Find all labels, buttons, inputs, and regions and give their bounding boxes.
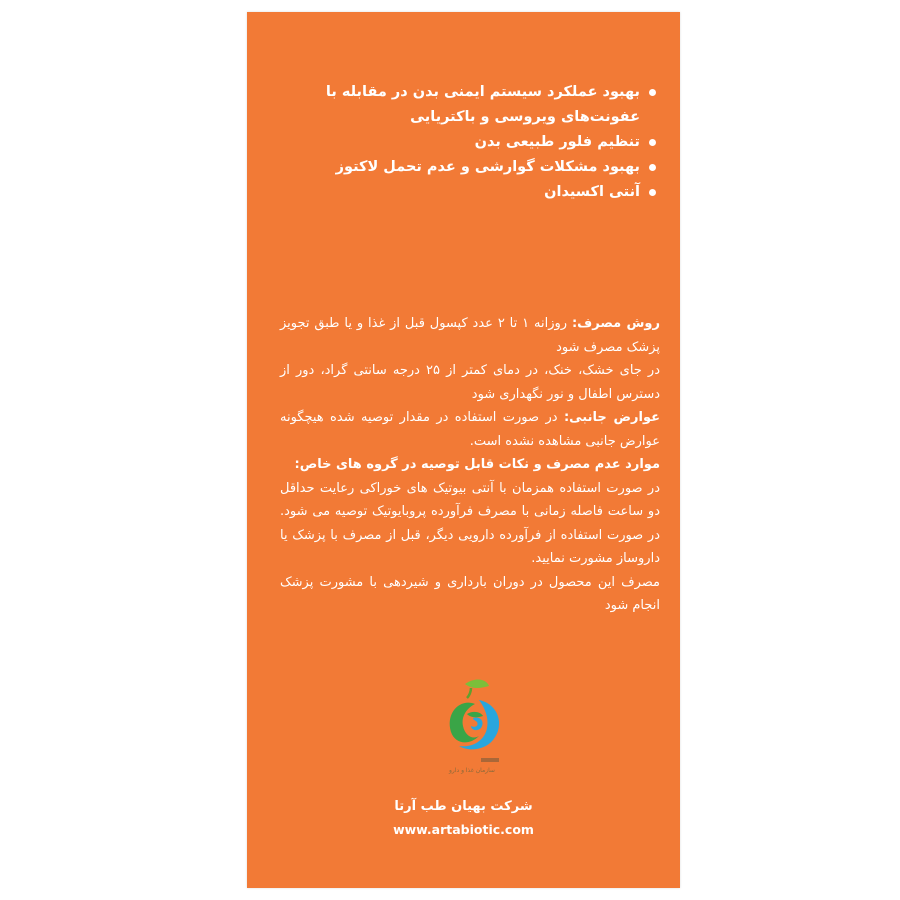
contraindications-paragraph: در صورت استفاده همزمان با آنتی بیوتیک های خوراکی رعایت حداقل دو ساعت فاصله زمانی با مصرف فرآورده پروبایوتیک توصیه می شود. در صورت استفاده از فرآورده دارویی دیگر، قبل از مصرف با پزشک یا داروساز مشورت نمایید. xyxy=(280,480,660,566)
fda-logo-icon xyxy=(427,674,517,784)
pregnancy-paragraph: مصرف این محصول در دوران بارداری و شیردهی با مشورت پزشک انجام شود xyxy=(280,574,660,613)
website-url: www.artabiotic.com xyxy=(393,822,534,837)
benefit-item: آنتی اکسیدان xyxy=(277,180,660,205)
dosage-paragraph xyxy=(280,312,660,359)
benefit-item: بهبود مشکلات گوارشی و عدم تحمل لاکتوز xyxy=(277,155,660,180)
usage-instructions xyxy=(280,312,660,618)
storage-paragraph: در جای خشک، خنک، در دمای کمتر از ۲۵ درجه سانتی گراد، دور از دسترس اطفال و نور نگهداری شود xyxy=(280,363,660,402)
benefit-item: تنظیم فلور طبیعی بدن xyxy=(277,130,660,155)
dosage-text: روزانه ۱ تا ۲ عدد کپسول قبل از غذا و یا طبق تجویز پزشک مصرف شود xyxy=(280,316,660,355)
side-effects-text: در صورت استفاده در مقدار توصیه شده هیچگونه عوارض جانبی مشاهده نشده است. xyxy=(280,410,660,449)
side-effects-label: عوارض جانبی: xyxy=(563,410,660,425)
benefits-list xyxy=(277,80,660,205)
benefit-item: بهبود عملکرد سیستم ایمنی بدن در مقابله با عفونت‌های ویروسی و باکتریایی xyxy=(277,80,660,130)
contraindications-label: موارد عدم مصرف و نکات قابل توصیه در گروه های خاص: xyxy=(294,457,660,472)
logo-caption: سازمان غذا و دارو xyxy=(449,767,495,774)
company-name: شرکت بهیان طب آرتا xyxy=(394,799,533,814)
product-box-side xyxy=(247,12,680,888)
side-effects-paragraph xyxy=(280,406,660,453)
dosage-label: روش مصرف: xyxy=(571,316,660,331)
